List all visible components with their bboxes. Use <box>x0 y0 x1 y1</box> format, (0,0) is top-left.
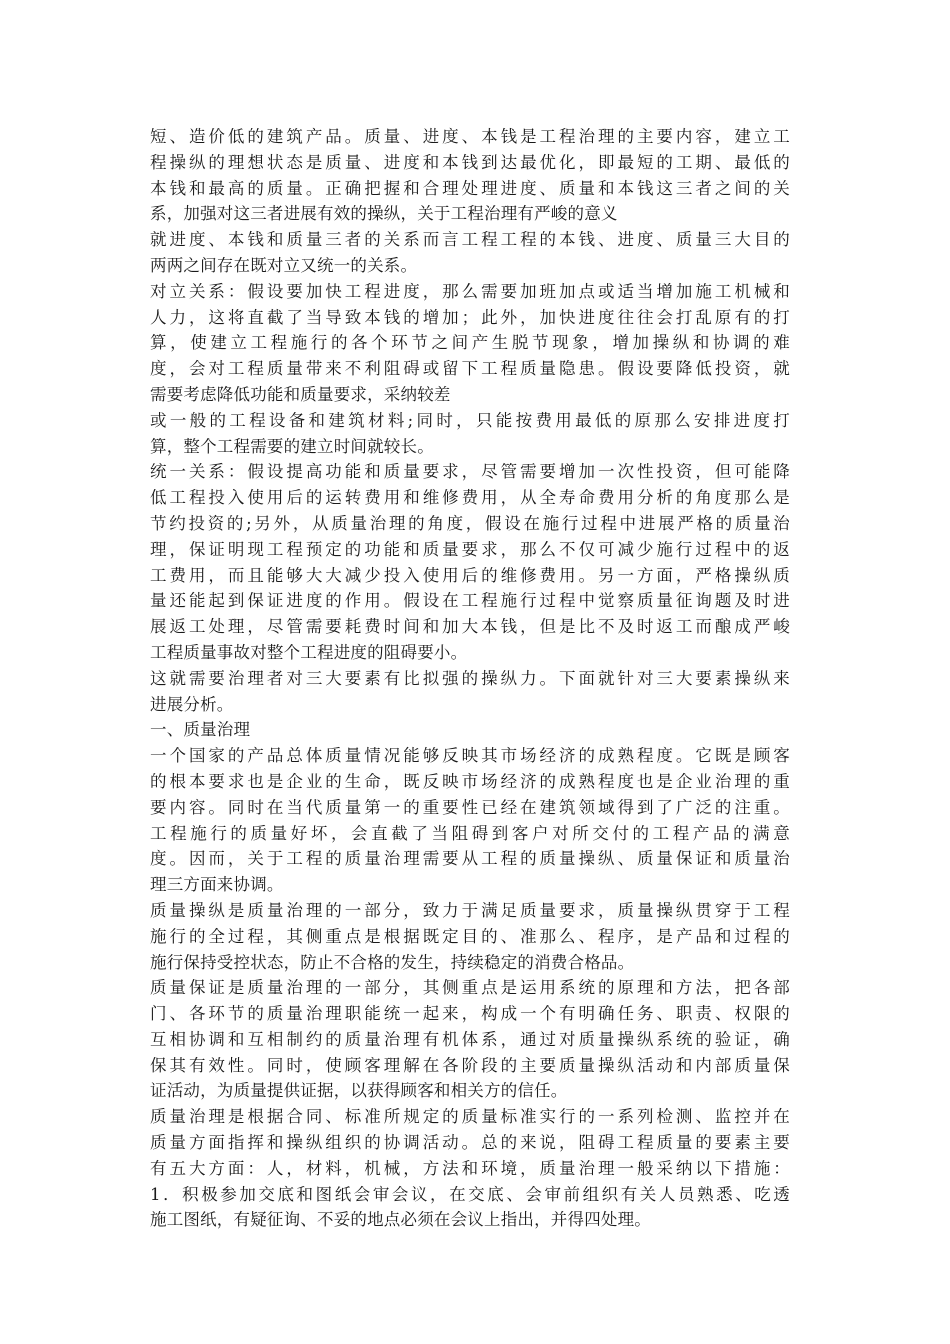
text-line: 短、造价低的建筑产品。质量、进度、本钱是工程治理的主要内容，建立工 <box>150 127 790 146</box>
text-line: 门、各环节的质量治理职能统一起来，构成一个有明确任务、职责、权限的 <box>150 1004 790 1024</box>
document-page <box>150 124 790 1233</box>
text-line: 保其有效性。同时，使顾客理解在各阶段的主要质量操纵活动和内部质量保 <box>150 1055 790 1075</box>
text-line: 1．积极参加交底和图纸会审会议，在交底、会审前组织有关人员熟悉、吃透 <box>150 1184 790 1204</box>
text-line: 本钱和最高的质量。正确把握和合理处理进度、质量和本钱这三者之间的关 <box>150 178 790 198</box>
text-line: 节约投资的;另外，从质量治理的角度，假设在施行过程中进展严格的质量治 <box>150 513 790 533</box>
text-line: 施行的全过程，其侧重点是根据既定目的、准那么、程序，是产品和过程的 <box>150 926 790 946</box>
text-line: 度，会对工程质量带来不利阻碍或留下工程质量隐患。假设要降低投资，就 <box>150 359 790 379</box>
text-line: 理三方面来协调。 <box>150 875 284 895</box>
text-line: 证活动，为质量提供证据，以获得顾客和相关方的信任。 <box>150 1081 568 1101</box>
text-line: 质量治理是根据合同、标准所规定的质量标准实行的一系列检测、监控并在 <box>150 1107 790 1127</box>
text-line: 质量操纵是质量治理的一部分，致力于满足质量要求，质量操纵贯穿于工程 <box>150 900 790 920</box>
text-line: 质量保证是质量治理的一部分，其侧重点是运用系统的原理和方法，把各部 <box>150 978 790 998</box>
text-line: 施工图纸，有疑征询、不妥的地点必须在会议上指出，并得四处理。 <box>150 1210 651 1230</box>
text-line: 工程施行的质量好坏，会直截了当阻碍到客户对所交付的工程产品的满意 <box>150 823 790 843</box>
text-line: 统一关系：假设提高功能和质量要求，尽管需要增加一次性投资，但可能降 <box>150 462 790 482</box>
text-line: 算，整个工程需要的建立时间就较长。 <box>150 436 434 456</box>
text-line: 施行保持受控状态，防止不合格的发生，持续稳定的消费合格品。 <box>150 952 635 972</box>
text-line: 一、质量治理 <box>150 720 251 740</box>
text-line: 量还能起到保证进度的作用。假设在工程施行过程中觉察质量征询题及时进 <box>150 591 790 611</box>
text-line: 工程质量事故对整个工程进度的阻碍要小。 <box>150 642 468 662</box>
text-line: 算，使建立工程施行的各个环节之间产生脱节现象，增加操纵和协调的难 <box>150 333 790 353</box>
text-line: 展返工处理，尽管需要耗费时间和加大本钱，但是比不及时返工而酿成严峻 <box>150 617 790 637</box>
text-line: 就进度、本钱和质量三者的关系而言工程工程的本钱、进度、质量三大目的 <box>150 230 790 250</box>
text-line: 需要考虑降低功能和质量要求，采纳较差 <box>150 384 451 404</box>
text-line: 要内容。同时在当代质量第一的重要性已经在建筑领域得到了广泛的注重。 <box>150 797 790 817</box>
text-line: 进展分析。 <box>150 694 234 714</box>
text-line: 人力，这将直截了当导致本钱的增加；此外，加快进度往往会打乱原有的打 <box>150 307 790 327</box>
text-line: 互相协调和互相制约的质量治理有机体系，通过对质量操纵系统的验证，确 <box>150 1029 790 1049</box>
text-line: 系，加强对这三者进展有效的操纵，关于工程治理有严峻的意义 <box>150 204 618 224</box>
text-line: 的根本要求也是企业的生命，既反映市场经济的成熟程度也是企业治理的重 <box>150 771 790 791</box>
text-line: 工费用，而且能够大大减少投入使用后的维修费用。另一方面，严格操纵质 <box>150 565 790 585</box>
text-line: 质量方面指挥和操纵组织的协调活动。总的来说，阻碍工程质量的要素主要 <box>150 1133 790 1153</box>
text-line: 程操纵的理想状态是质量、进度和本钱到达最优化，即最短的工期、最低的 <box>150 152 790 172</box>
text-line: 一个国家的产品总体质量情况能够反映其市场经济的成熟程度。它既是顾客 <box>150 746 790 766</box>
text-line: 低工程投入使用后的运转费用和维修费用，从全寿命费用分析的角度那么是 <box>150 488 790 508</box>
text-line: 两两之间存在既对立又统一的关系。 <box>150 255 418 275</box>
text-line: 理，保证明现工程预定的功能和质量要求，那么不仅可减少施行过程中的返 <box>150 539 790 559</box>
text-line: 度。因而，关于工程的质量治理需要从工程的质量操纵、质量保证和质量治 <box>150 849 790 869</box>
text-line: 有五大方面：人，材料，机械，方法和环境，质量治理一般采纳以下措施： <box>150 1158 790 1178</box>
text-line: 对立关系：假设要加快工程进度，那么需要加班加点或适当增加施工机械和 <box>150 281 790 301</box>
text-line: 或一般的工程设备和建筑材料;同时，只能按费用最低的原那么安排进度打 <box>150 410 790 430</box>
text-line: 这就需要治理者对三大要素有比拟强的操纵力。下面就针对三大要素操纵来 <box>150 668 790 688</box>
